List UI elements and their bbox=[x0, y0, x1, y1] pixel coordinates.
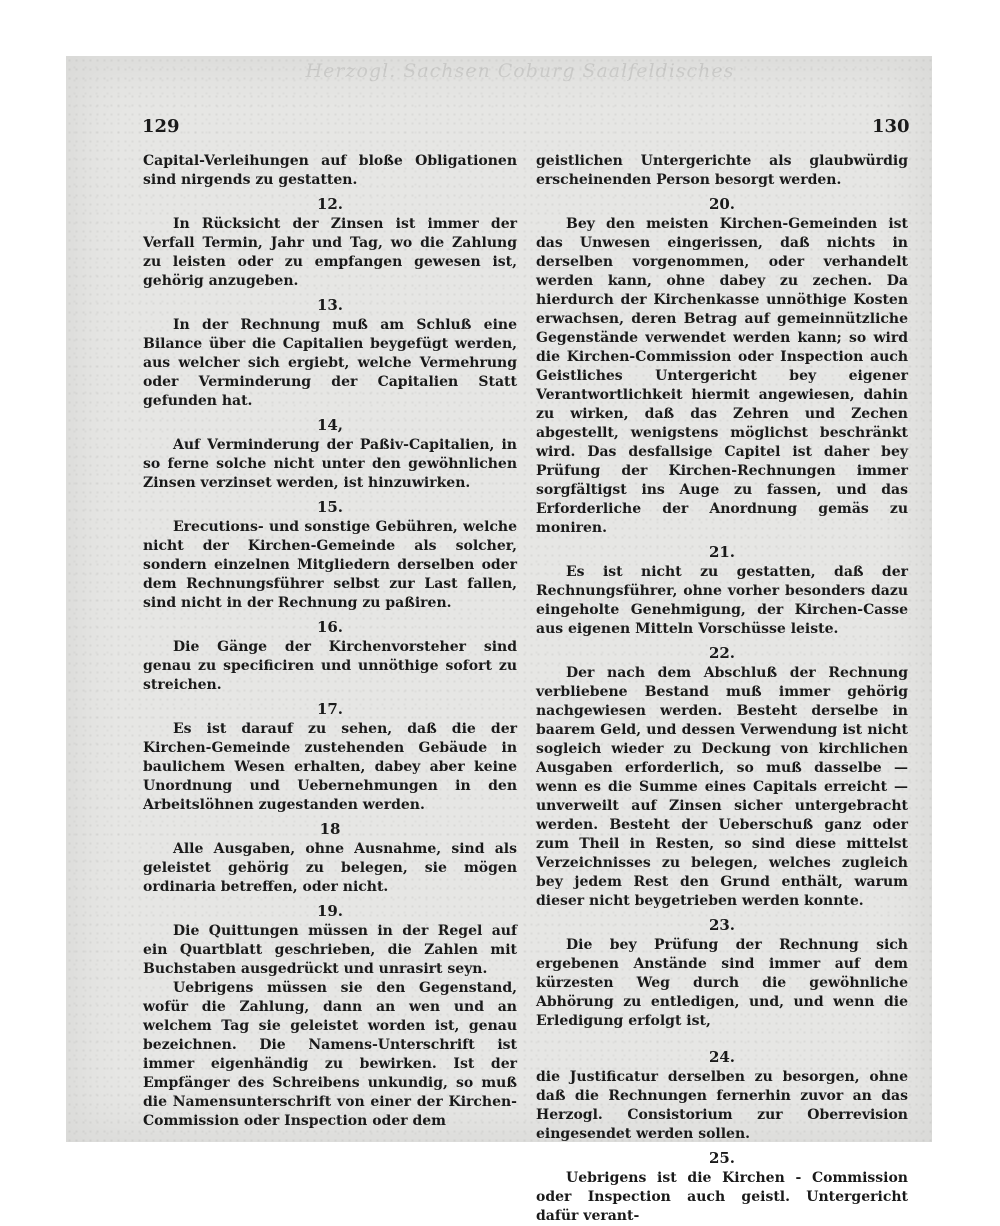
paragraph: geistlichen Untergerichte als glaubwürdig erscheinenden Person besorgt werden. bbox=[536, 153, 908, 188]
section-number: 12. bbox=[316, 195, 344, 213]
section-number: 16. bbox=[316, 618, 344, 636]
section-number: 17. bbox=[316, 700, 344, 718]
section-number: 25. bbox=[708, 1149, 736, 1167]
running-title: Herzogl. Sachsen Coburg Saalfeldisches bbox=[305, 60, 735, 82]
paragraph: In Rücksicht der Zinsen ist immer der Verfall Termin, Jahr und Tag, wo die Zahlung zu leisten oder zu empfangen gewesen ist, gehörig anzugeben. bbox=[143, 216, 517, 289]
paragraph: Die Quittungen müssen in der Regel auf ein Quartblatt geschrieben, die Zahlen mit Buchstaben ausgedrückt und unrasirt seyn. bbox=[143, 923, 517, 977]
paragraph: Auf Verminderung der Paßiv-Capitalien, in so ferne solche nicht unter den gewöhnlichen Zinsen verzinset werden, ist hinzuwirken. bbox=[143, 437, 517, 491]
page-number-right: 130 bbox=[872, 116, 910, 137]
paragraph: Die Gänge der Kirchenvorsteher sind genau zu specificiren und unnöthige sofort zu streichen. bbox=[143, 639, 517, 693]
paragraph: Uebrigens ist die Kirchen - Commission oder Inspection auch geistl. Untergericht dafür verant- bbox=[536, 1170, 908, 1224]
left-text-column bbox=[143, 152, 517, 1131]
paragraph: Erecutions- und sonstige Gebühren, welche nicht der Kirchen-Gemeinde als solcher, sondern einzelnen Mitgliedern derselben oder dem Rechnungsführer selbst zur Last fallen, sind nicht in der Rechnung zu paßiren. bbox=[143, 519, 517, 611]
paragraph: Der nach dem Abschluß der Rechnung verbliebene Bestand muß immer gehörig nachgewiesen werden. Besteht derselbe in baarem Geld, und dessen Verwendung ist nicht sogleich wieder zu Deckung von kirchlichen Ausgaben erforderlich, so muß dasselbe — wenn es die Summe eines Capitals erreicht — unverweilt auf Zinsen sicher untergebracht werden. Besteht der Ueberschuß ganz oder zum Theil in Resten, so sind diese mittelst Verzeichnisses zu belegen, welches zugleich bey jedem Rest den Grund enthält, warum dieser nicht beygetrieben werden konnte. bbox=[536, 665, 908, 909]
section-number: 13. bbox=[316, 296, 344, 314]
section-number: 22. bbox=[708, 644, 736, 662]
paragraph: Es ist nicht zu gestatten, daß der Rechnungsführer, ohne vorher besonders dazu eingeholte Genehmigung, der Kirchen-Casse aus eigenen Mitteln Vorschüsse leiste. bbox=[536, 564, 908, 637]
page-number-left: 129 bbox=[142, 116, 180, 137]
paragraph-gap bbox=[536, 1031, 908, 1043]
right-text-column bbox=[536, 152, 908, 1226]
section-number: 24. bbox=[708, 1048, 736, 1066]
section-number: 20. bbox=[708, 195, 736, 213]
paragraph: Alle Ausgaben, ohne Ausnahme, sind als geleistet gehörig zu belegen, sie mögen ordinaria betreffen, oder nicht. bbox=[143, 841, 517, 895]
section-number: 19. bbox=[316, 902, 344, 920]
section-number: 15. bbox=[316, 498, 344, 516]
section-number: 14, bbox=[316, 416, 344, 434]
paragraph: Uebrigens müssen sie den Gegenstand, wofür die Zahlung, dann an wen und an welchem Tag sie geleistet worden ist, genau bezeichnen. Die Namens-Unterschrift ist immer eigenhändig zu bewirken. Ist der Empfänger des Schreibens unkundig, so muß die Namensunterschrift von einer der Kirchen-Commission oder Inspection oder dem bbox=[143, 980, 517, 1129]
paragraph: Die bey Prüfung der Rechnung sich ergebenen Anstände sind immer auf dem kürzesten Weg durch die gewöhnliche Abhörung zu entledigen, und, und wenn die Erledigung erfolgt ist, bbox=[536, 937, 908, 1029]
paragraph: Capital-Verleihungen auf bloße Obligationen sind nirgends zu gestatten. bbox=[143, 153, 517, 188]
paragraph: In der Rechnung muß am Schluß eine Bilance über die Capitalien beygefügt werden, aus welcher sich ergiebt, welche Vermehrung oder Verminderung der Capitalien Statt gefunden hat. bbox=[143, 317, 517, 409]
paragraph: Bey den meisten Kirchen-Gemeinden ist das Unwesen eingerissen, daß nichts in derselben vorgenommen, oder verhandelt werden kann, ohne dabey zu zechen. Da hierdurch der Kirchenkasse unnöthige Kosten erwachsen, deren Betrag auf gemeinnützliche Gegenstände verwendet werden kann; so wird die Kirchen-Commission oder Inspection auch Geistliches Untergericht bey eigener Verantwortlichkeit hiermit angewiesen, dahin zu wirken, daß das Zehren und Zechen abgestellt, wenigstens möglichst beschränkt wird. Das desfallsige Capitel ist daher bey Prüfung der Kirchen-Rechnungen immer sorgfältigst ins Auge zu fassen, und das Erforderliche der Anordnung gemäs zu moniren. bbox=[536, 216, 908, 536]
section-number: 21. bbox=[708, 543, 736, 561]
section-number: 18 bbox=[319, 820, 341, 838]
section-number: 23. bbox=[708, 916, 736, 934]
paragraph: Es ist darauf zu sehen, daß die der Kirchen-Gemeinde zustehenden Gebäude in baulichem Wesen erhalten, dabey aber keine Unordnung und Uebernehmungen in den Arbeitslöhnen zugestanden werden. bbox=[143, 721, 517, 813]
paragraph: die Justificatur derselben zu besorgen, ohne daß die Rechnungen fernerhin zuvor an das Herzogl. Consistorium zur Oberrevision eingesendet werden sollen. bbox=[536, 1069, 908, 1142]
